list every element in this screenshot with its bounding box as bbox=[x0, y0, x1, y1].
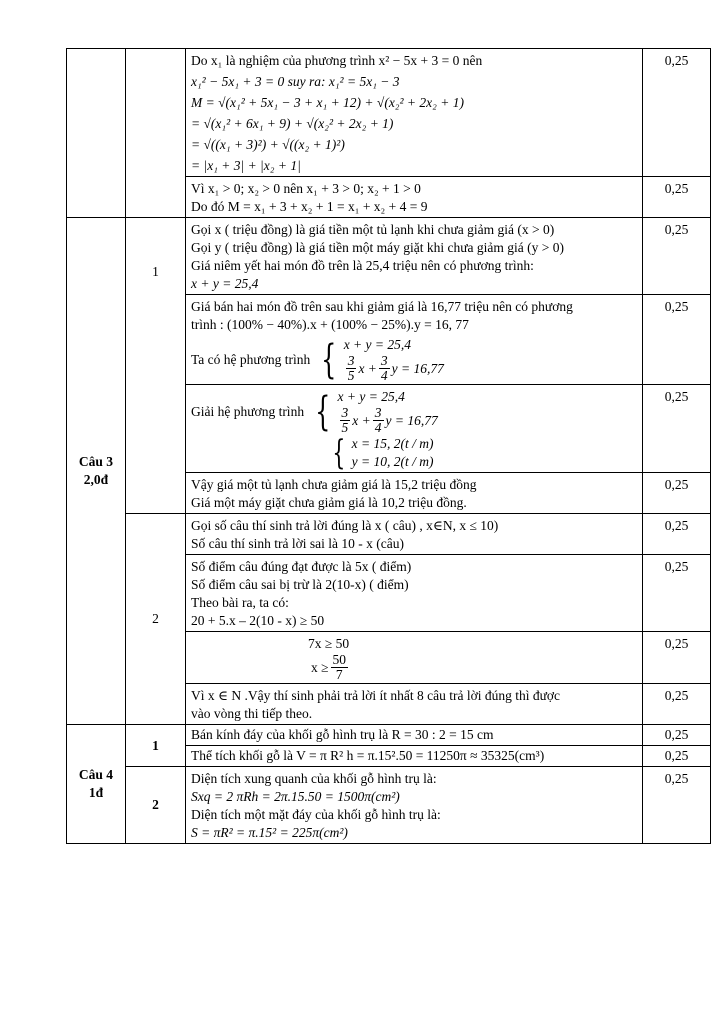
solution-line: Số câu thí sinh trả lời sai là 10 - x (câu) bbox=[191, 536, 404, 551]
score-cell: 0,25 bbox=[643, 514, 711, 555]
solution-line: Bán kính đáy của khối gỗ hình trụ là R = 30 : 2 = 15 cm bbox=[191, 727, 494, 742]
system-label: Giải hệ phương trình bbox=[191, 403, 305, 419]
solution-cell bbox=[186, 295, 643, 385]
question-label-cell bbox=[67, 218, 126, 725]
question-label-cell bbox=[67, 725, 126, 844]
score-cell: 0,25 bbox=[643, 295, 711, 385]
solution-system bbox=[326, 435, 637, 471]
score-cell: 0,25 bbox=[643, 49, 711, 177]
equation-system bbox=[191, 336, 637, 383]
solution-line: Thể tích khối gỗ là V = π R² h = π.15².50 = 11250π ≈ 35325(cm³) bbox=[191, 748, 545, 763]
solution-line: Theo bài ra, ta có: bbox=[191, 595, 289, 610]
solution-line: Diện tích một mặt đáy của khối gỗ hình trụ là: bbox=[191, 807, 441, 822]
score-cell: 0,25 bbox=[643, 555, 711, 632]
brace-icon: { bbox=[321, 336, 337, 383]
score-cell: 0,25 bbox=[643, 725, 711, 746]
solution-line: = √(x₁² + 6x₁ + 9) + √(x₂² + 2x₂ + 1) bbox=[191, 116, 394, 131]
solution-line: Diện tích xung quanh của khối gỗ hình trụ là: bbox=[191, 771, 437, 786]
table-row bbox=[67, 218, 711, 295]
solution-line: Vì x₁ > 0; x₂ > 0 nên x₁ + 3 > 0; x₂ + 1 > 0 bbox=[191, 181, 421, 196]
solution-cell bbox=[186, 385, 643, 473]
solution-cell bbox=[186, 218, 643, 295]
solution-line: = |x₁ + 3| + |x₂ + 1| bbox=[191, 158, 301, 173]
equation: y = 10, 2(t / m) bbox=[351, 454, 434, 469]
solution-line: Giá bán hai món đồ trên sau khi giảm giá là 16,77 triệu nên có phương bbox=[191, 299, 573, 314]
solution-line: Gọi y ( triệu đồng) là giá tiền một máy giặt khi chưa giảm giá (y > 0) bbox=[191, 240, 564, 255]
solution-line: Gọi x ( triệu đồng) là giá tiền một tủ lạnh khi chưa giảm giá (x > 0) bbox=[191, 222, 555, 237]
solution-line: Do đó M = x₁ + 3 + x₂ + 1 = x₁ + x₂ + 4 = 9 bbox=[191, 199, 428, 214]
solution-line: Giá niêm yết hai món đồ trên là 25,4 triệu nên có phương trình: bbox=[191, 258, 534, 273]
table-row bbox=[67, 49, 711, 177]
brace-icon: { bbox=[315, 388, 331, 435]
score-cell: 0,25 bbox=[643, 767, 711, 844]
solution-cell bbox=[186, 514, 643, 555]
solution-line: x₁² − 5x₁ + 3 = 0 suy ra: x₁² = 5x₁ − 3 bbox=[191, 74, 400, 89]
solution-cell bbox=[186, 767, 643, 844]
score-cell: 0,25 bbox=[643, 218, 711, 295]
solution-line: S = πR² = π.15² = 225π(cm²) bbox=[191, 825, 348, 840]
solution-line: vào vòng thi tiếp theo. bbox=[191, 706, 313, 721]
table-row bbox=[67, 514, 711, 555]
solution-line: x + y = 25,4 bbox=[191, 276, 259, 291]
solution-line: Số điểm câu sai bị trừ là 2(10-x) ( điểm) bbox=[191, 577, 409, 592]
solution-line: trình : (100% − 40%).x + (100% − 25%).y = 16, 77 bbox=[191, 317, 469, 332]
equation-system bbox=[191, 388, 637, 435]
solution-cell bbox=[186, 555, 643, 632]
solution-line: 7x ≥ 50 bbox=[308, 636, 350, 651]
solution-line: Vậy giá một tủ lạnh chưa giảm giá là 15,2 triệu đồng bbox=[191, 477, 477, 492]
part-number-cell: 1 bbox=[126, 218, 186, 514]
part-number-cell: 1 bbox=[126, 725, 186, 767]
solution-cell bbox=[186, 746, 643, 767]
solution-line: Do x₁ là nghiệm của phương trình x² − 5x + 3 = 0 nên bbox=[191, 53, 483, 68]
score-cell: 0,25 bbox=[643, 177, 711, 218]
solution-line: Gọi số câu thí sinh trả lời đúng là x ( câu) , x∈N, x ≤ 10) bbox=[191, 518, 499, 533]
question-label: Câu 4 bbox=[78, 767, 114, 782]
empty-part-cell bbox=[126, 49, 186, 218]
solution-line: 20 + 5.x – 2(10 - x) ≥ 50 bbox=[191, 613, 325, 628]
equation: $\frac{3}{5}$ x + $\frac{3}{4}$ y = 16,77 bbox=[341, 405, 438, 435]
solution-cell bbox=[186, 632, 643, 684]
part-number-cell: 2 bbox=[126, 514, 186, 725]
solution-line: Sxq = 2 πRh = 2π.15.50 = 1500π(cm²) bbox=[191, 789, 400, 804]
equation: x + y = 25,4 bbox=[343, 337, 412, 352]
score-cell: 0,25 bbox=[643, 632, 711, 684]
question-label: Câu 3 bbox=[78, 454, 114, 469]
solution-cell bbox=[186, 177, 643, 218]
question-points: 1đ bbox=[88, 785, 104, 800]
table-row bbox=[67, 725, 711, 746]
table-row bbox=[67, 767, 711, 844]
solution-line: M = √(x₁² + 5x₁ − 3 + x₁ + 12) + √(x₂² + 2x₂ + 1) bbox=[191, 95, 464, 110]
empty-question-cell bbox=[67, 49, 126, 218]
solution-line: Vì x ∈ N .Vậy thí sinh phải trả lời ít nhất 8 câu trả lời đúng thì được bbox=[191, 688, 561, 703]
solution-line: x ≥ $\frac{50}{7}$ bbox=[311, 652, 347, 682]
equation: x = 15, 2(t / m) bbox=[351, 436, 434, 451]
answer-key-table bbox=[66, 48, 711, 844]
score-cell: 0,25 bbox=[643, 473, 711, 514]
solution-line: Giá một máy giặt chưa giảm giá là 10,2 triệu đồng. bbox=[191, 495, 467, 510]
score-cell: 0,25 bbox=[643, 746, 711, 767]
solution-cell bbox=[186, 725, 643, 746]
part-number-cell: 2 bbox=[126, 767, 186, 844]
solution-line: Số điểm câu đúng đạt được là 5x ( điểm) bbox=[191, 559, 412, 574]
solution-cell bbox=[186, 684, 643, 725]
solution-cell bbox=[186, 473, 643, 514]
score-cell: 0,25 bbox=[643, 385, 711, 473]
question-points: 2,0đ bbox=[83, 472, 109, 487]
equation: $\frac{3}{5}$ x + $\frac{3}{4}$ y = 16,77 bbox=[347, 353, 444, 383]
score-cell: 0,25 bbox=[643, 684, 711, 725]
brace-icon: { bbox=[332, 433, 346, 473]
solution-cell bbox=[186, 49, 643, 177]
solution-line: = √((x₁ + 3)²) + √((x₂ + 1)²) bbox=[191, 137, 345, 152]
system-label: Ta có hệ phương trình bbox=[191, 351, 311, 367]
equation: x + y = 25,4 bbox=[337, 389, 405, 404]
